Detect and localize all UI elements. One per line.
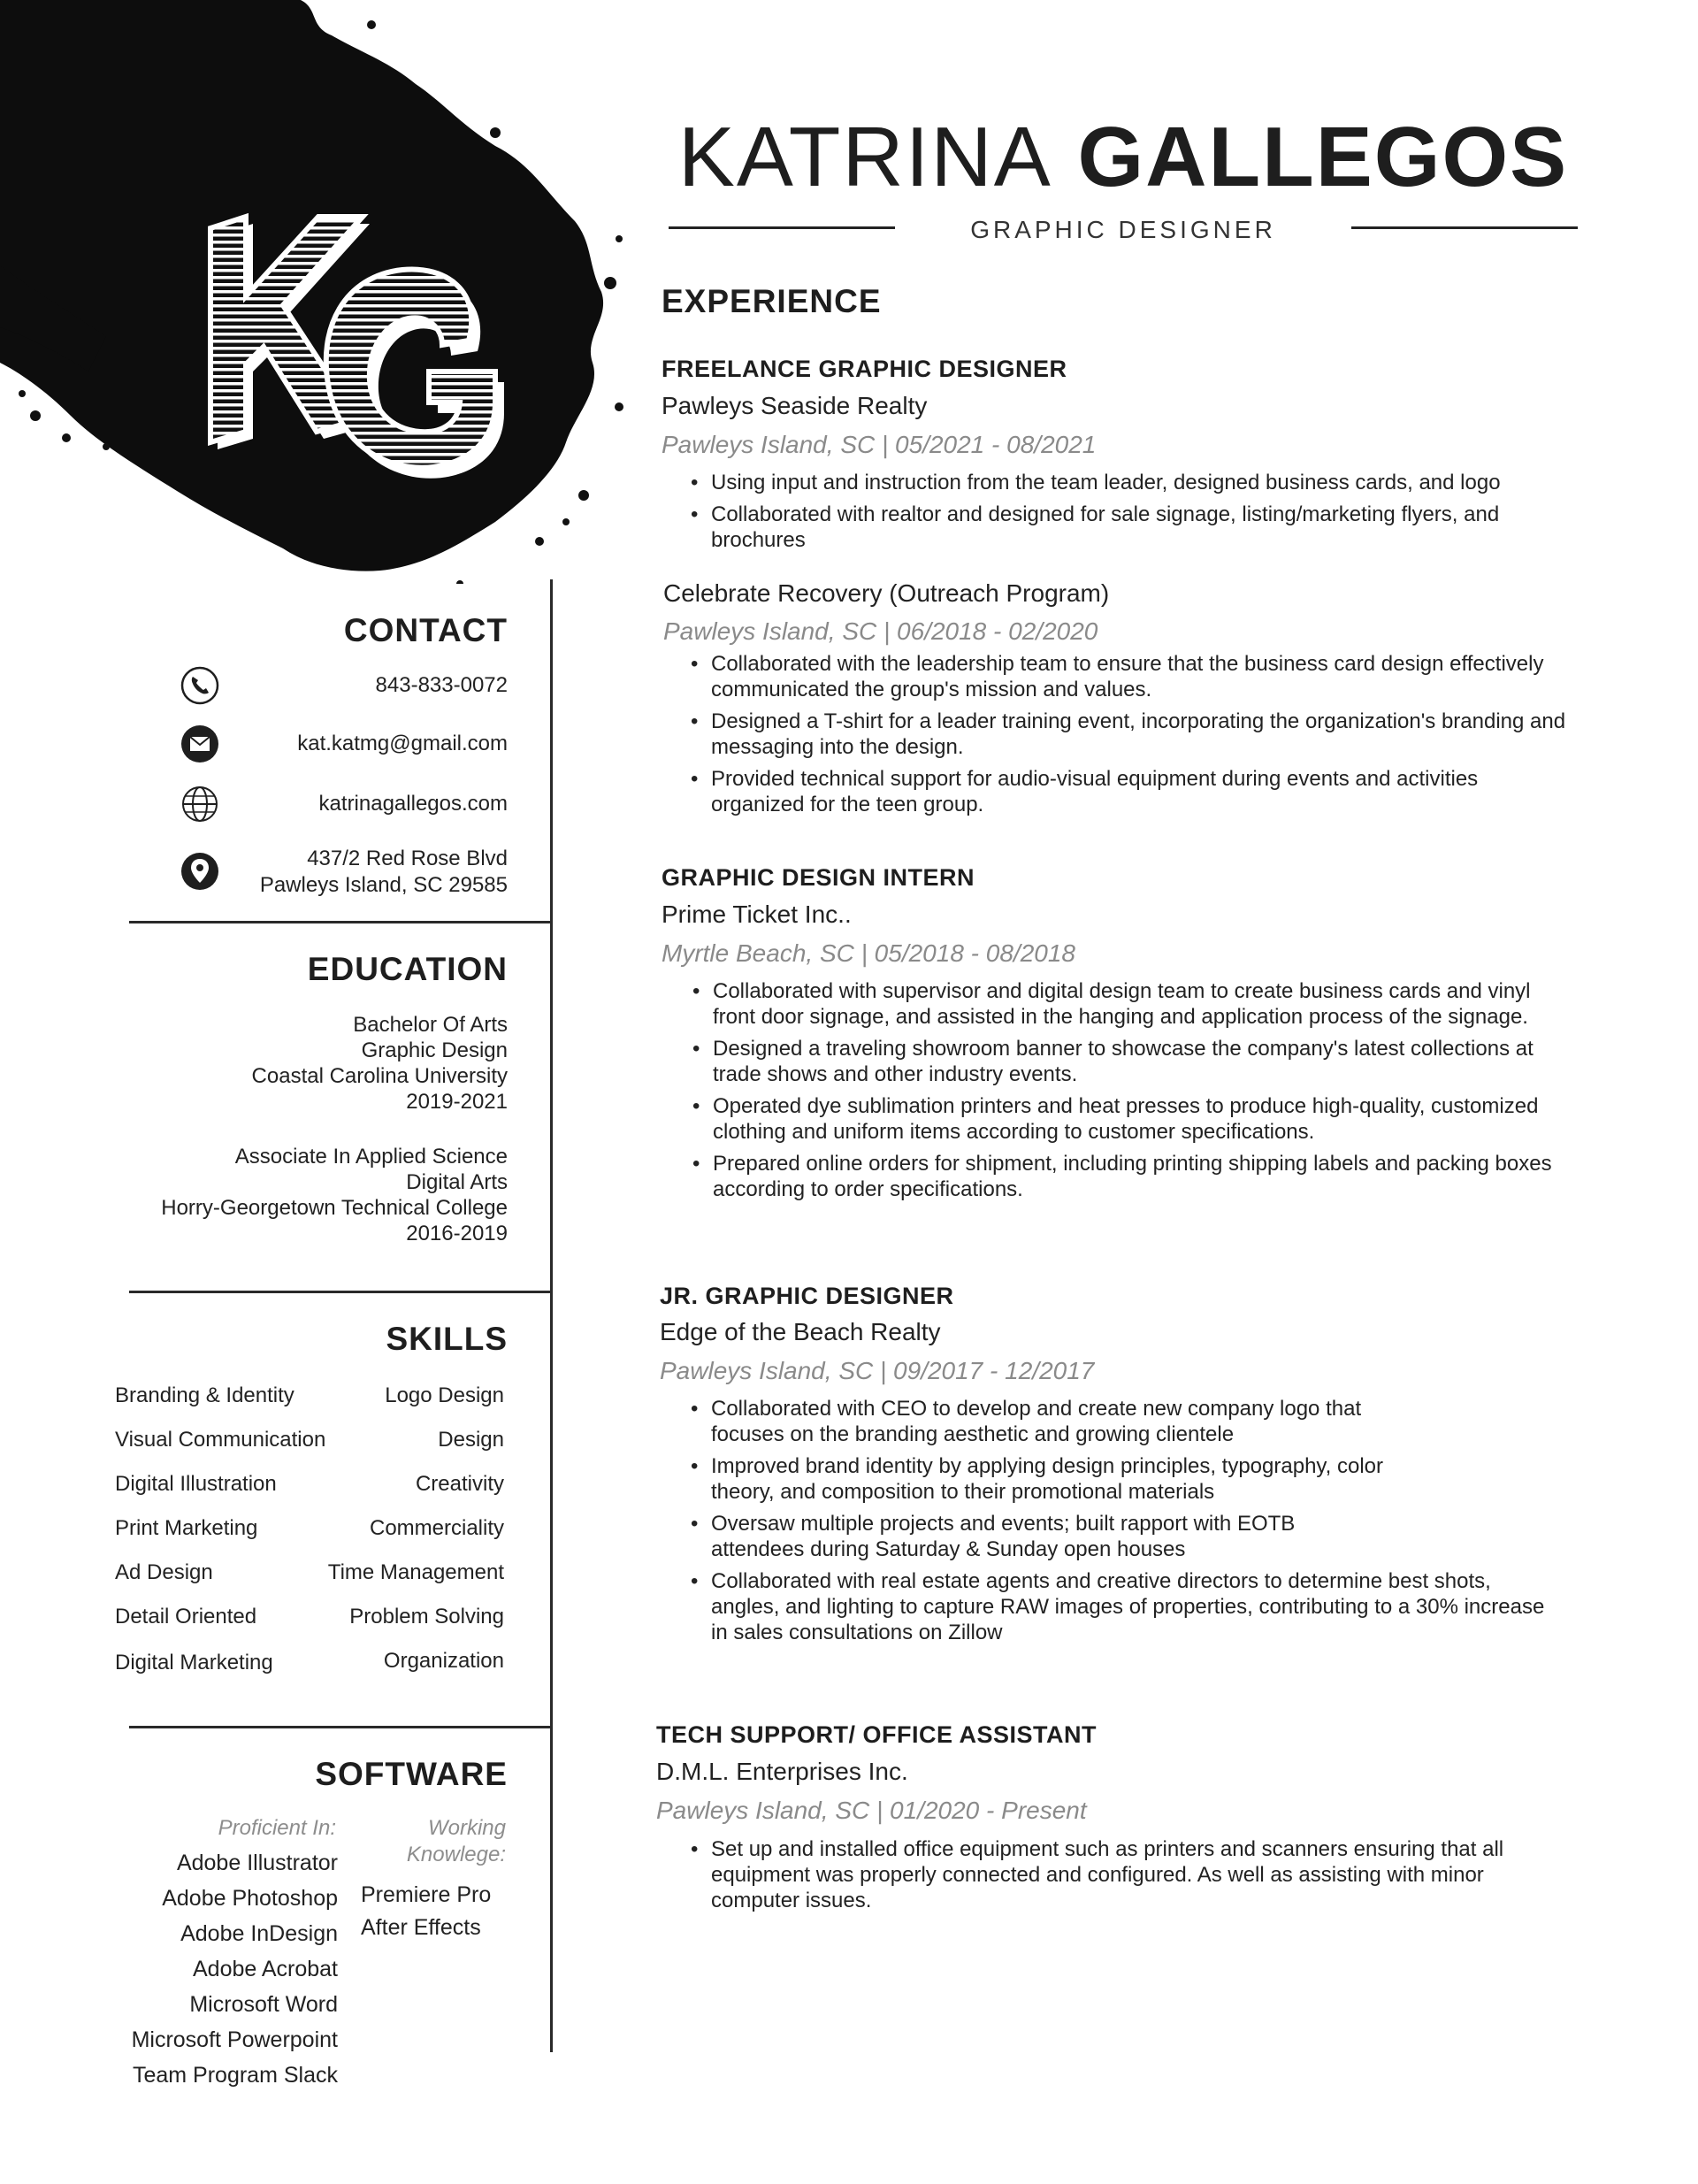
software-item: After Effects <box>361 1915 481 1940</box>
skill-item: Print Marketing <box>115 1516 258 1540</box>
school: Horry-Georgetown Technical College <box>161 1196 508 1220</box>
field: Digital Arts <box>406 1170 508 1194</box>
job-role: FREELANCE GRAPHIC DESIGNER <box>662 356 1067 382</box>
working-label-line-1: Working <box>427 1816 506 1840</box>
contact-email[interactable]: kat.katmg@gmail.com <box>297 732 508 755</box>
job-bullets <box>688 1396 1564 1651</box>
bullet-item: • Collaborated with realtor and designed for sale signage, listing/marketing flyers, and brochures <box>688 502 1572 553</box>
skill-item: Digital Illustration <box>115 1472 277 1496</box>
job-location-dates: Pawleys Island, SC | 09/2017 - 12/2017 <box>660 1357 1095 1384</box>
globe-icon <box>180 784 220 824</box>
job-bullets <box>690 978 1565 1208</box>
job-company: Edge of the Beach Realty <box>660 1318 941 1345</box>
skill-item: Digital Marketing <box>115 1651 273 1674</box>
school: Coastal Carolina University <box>251 1064 508 1088</box>
job-role: JR. GRAPHIC DESIGNER <box>660 1283 954 1309</box>
software-item: Adobe Acrobat <box>192 1957 338 1981</box>
bullet-item: • Collaborated with CEO to develop and create new company logo that focuses on the branding aesthetic and growing clientele <box>688 1396 1383 1447</box>
job-role: TECH SUPPORT/ OFFICE ASSISTANT <box>656 1721 1098 1748</box>
bullet-item: • Designed a T-shirt for a leader training event, incorporating the organization's branding and messaging into the design. <box>688 709 1572 760</box>
software-item: Adobe Illustrator <box>176 1851 338 1875</box>
job-company: Prime Ticket Inc.. <box>662 900 852 928</box>
skill-item: Problem Solving <box>349 1605 504 1628</box>
skill-item: Visual Communication <box>115 1428 326 1452</box>
job-company: Celebrate Recovery (Outreach Program) <box>663 579 1110 607</box>
skill-item: Branding & Identity <box>115 1383 294 1407</box>
first-name: KATRINA <box>677 110 1052 204</box>
last-name: GALLEGOS <box>1077 110 1569 204</box>
skill-item: Ad Design <box>115 1560 213 1584</box>
bullet-item: • Designed a traveling showroom banner to showcase the company's latest collections at trade shows and other industry events. <box>690 1036 1565 1087</box>
education-entry <box>161 1144 508 1246</box>
software-item: Adobe InDesign <box>180 1921 338 1946</box>
skill-item: Logo Design <box>385 1383 504 1407</box>
software-heading: SOFTWARE <box>315 1756 508 1792</box>
experience-heading: EXPERIENCE <box>662 283 882 319</box>
skill-item: Design <box>438 1428 504 1452</box>
job-title: GRAPHIC DESIGNER <box>970 216 1276 243</box>
degree: Bachelor Of Arts <box>353 1013 508 1037</box>
phone-icon <box>180 665 220 706</box>
proficient-label: Proficient In: <box>218 1816 336 1840</box>
bullet-item: • Provided technical support for audio-visual equipment during events and activities organized for the teen group. <box>688 766 1572 817</box>
job-location-dates: Pawleys Island, SC | 06/2018 - 02/2020 <box>663 617 1098 645</box>
contact-address <box>260 846 508 899</box>
software-item: Microsoft Powerpoint <box>131 2027 338 2052</box>
skills-heading: SKILLS <box>386 1321 508 1357</box>
working-knowledge-label <box>407 1815 506 1868</box>
degree: Associate In Applied Science <box>234 1145 508 1169</box>
job-location-dates: Pawleys Island, SC | 05/2021 - 08/2021 <box>662 431 1097 458</box>
field: Graphic Design <box>361 1038 508 1062</box>
bullet-item: • Improved brand identity by applying design principles, typography, color theory, and composition to their promotional materials <box>688 1453 1401 1505</box>
job-location-dates: Pawleys Island, SC | 01/2020 - Present <box>656 1797 1087 1824</box>
contact-website[interactable]: katrinagallegos.com <box>318 792 508 816</box>
section-divider <box>129 1726 552 1728</box>
working-software-list <box>361 1879 491 1944</box>
proficient-software-list <box>132 1845 338 2093</box>
skill-item: Time Management <box>327 1560 504 1584</box>
working-label-line-2: Knowlege: <box>406 1843 506 1866</box>
years: 2016-2019 <box>406 1222 508 1245</box>
job-bullets <box>688 651 1572 824</box>
job-role: GRAPHIC DESIGN INTERN <box>662 864 975 891</box>
job-bullets <box>688 470 1572 559</box>
software-item: Adobe Photoshop <box>162 1886 338 1911</box>
software-item: Premiere Pro <box>361 1882 492 1907</box>
bullet-item: • Oversaw multiple projects and events; built rapport with EOTB attendees during Saturday & Sunday open houses <box>688 1511 1383 1562</box>
sidebar-vertical-divider <box>550 579 553 2052</box>
location-pin-icon <box>180 851 220 892</box>
job-company: Pawleys Seaside Realty <box>662 392 928 419</box>
bullet-item: • Operated dye sublimation printers and heat presses to produce high-quality, customized clothing and uniform items according to customer specifications. <box>690 1093 1565 1145</box>
job-company: D.M.L. Enterprises Inc. <box>656 1758 908 1785</box>
skill-item: Commerciality <box>369 1516 504 1540</box>
email-icon <box>180 724 220 764</box>
bullet-item: • Collaborated with supervisor and digital design team to create business cards and vinyl front door signage, and assisted in the hanging and application process of the signage. <box>690 978 1565 1030</box>
years: 2019-2021 <box>406 1090 508 1114</box>
title-divider-left <box>669 226 895 229</box>
education-heading: EDUCATION <box>307 951 508 987</box>
address-line-1: 437/2 Red Rose Blvd <box>307 847 508 870</box>
skill-item: Organization <box>383 1649 504 1673</box>
bullet-item: • Collaborated with the leadership team to ensure that the business card design effectively communicated the group's mission and values. <box>688 651 1572 702</box>
education-entry <box>252 1012 508 1115</box>
contact-phone[interactable]: 843-833-0072 <box>375 673 508 697</box>
candidate-name <box>672 110 1574 204</box>
section-divider <box>129 921 552 923</box>
skill-item: Detail Oriented <box>115 1605 257 1628</box>
address-line-2: Pawleys Island, SC 29585 <box>259 873 508 897</box>
skill-item: Creativity <box>415 1472 504 1496</box>
ink-splash-monogram-logo <box>0 0 637 584</box>
section-divider <box>129 1291 552 1293</box>
contact-heading: CONTACT <box>343 612 508 648</box>
bullet-item: • Using input and instruction from the team leader, designed business cards, and logo <box>688 470 1572 495</box>
bullet-item: • Set up and installed office equipment such as printers and scanners ensuring that all equipment was properly connected and configured. As well as assisting with minor computer issues. <box>688 1836 1574 1913</box>
software-item: Microsoft Word <box>189 1992 338 2017</box>
software-item: Team Program Slack <box>132 2063 338 2088</box>
title-divider-right <box>1351 226 1578 229</box>
bullet-item: • Prepared online orders for shipment, including printing shipping labels and packing boxes according to order specifications. <box>690 1151 1565 1202</box>
bullet-item: • Collaborated with real estate agents and creative directors to determine best shots, angles, and lighting to capture RAW images of properties, contributing to a 30% increase in sales consultations on Zillow <box>688 1568 1564 1645</box>
job-bullets <box>688 1836 1574 1920</box>
job-location-dates: Myrtle Beach, SC | 05/2018 - 08/2018 <box>662 939 1075 967</box>
